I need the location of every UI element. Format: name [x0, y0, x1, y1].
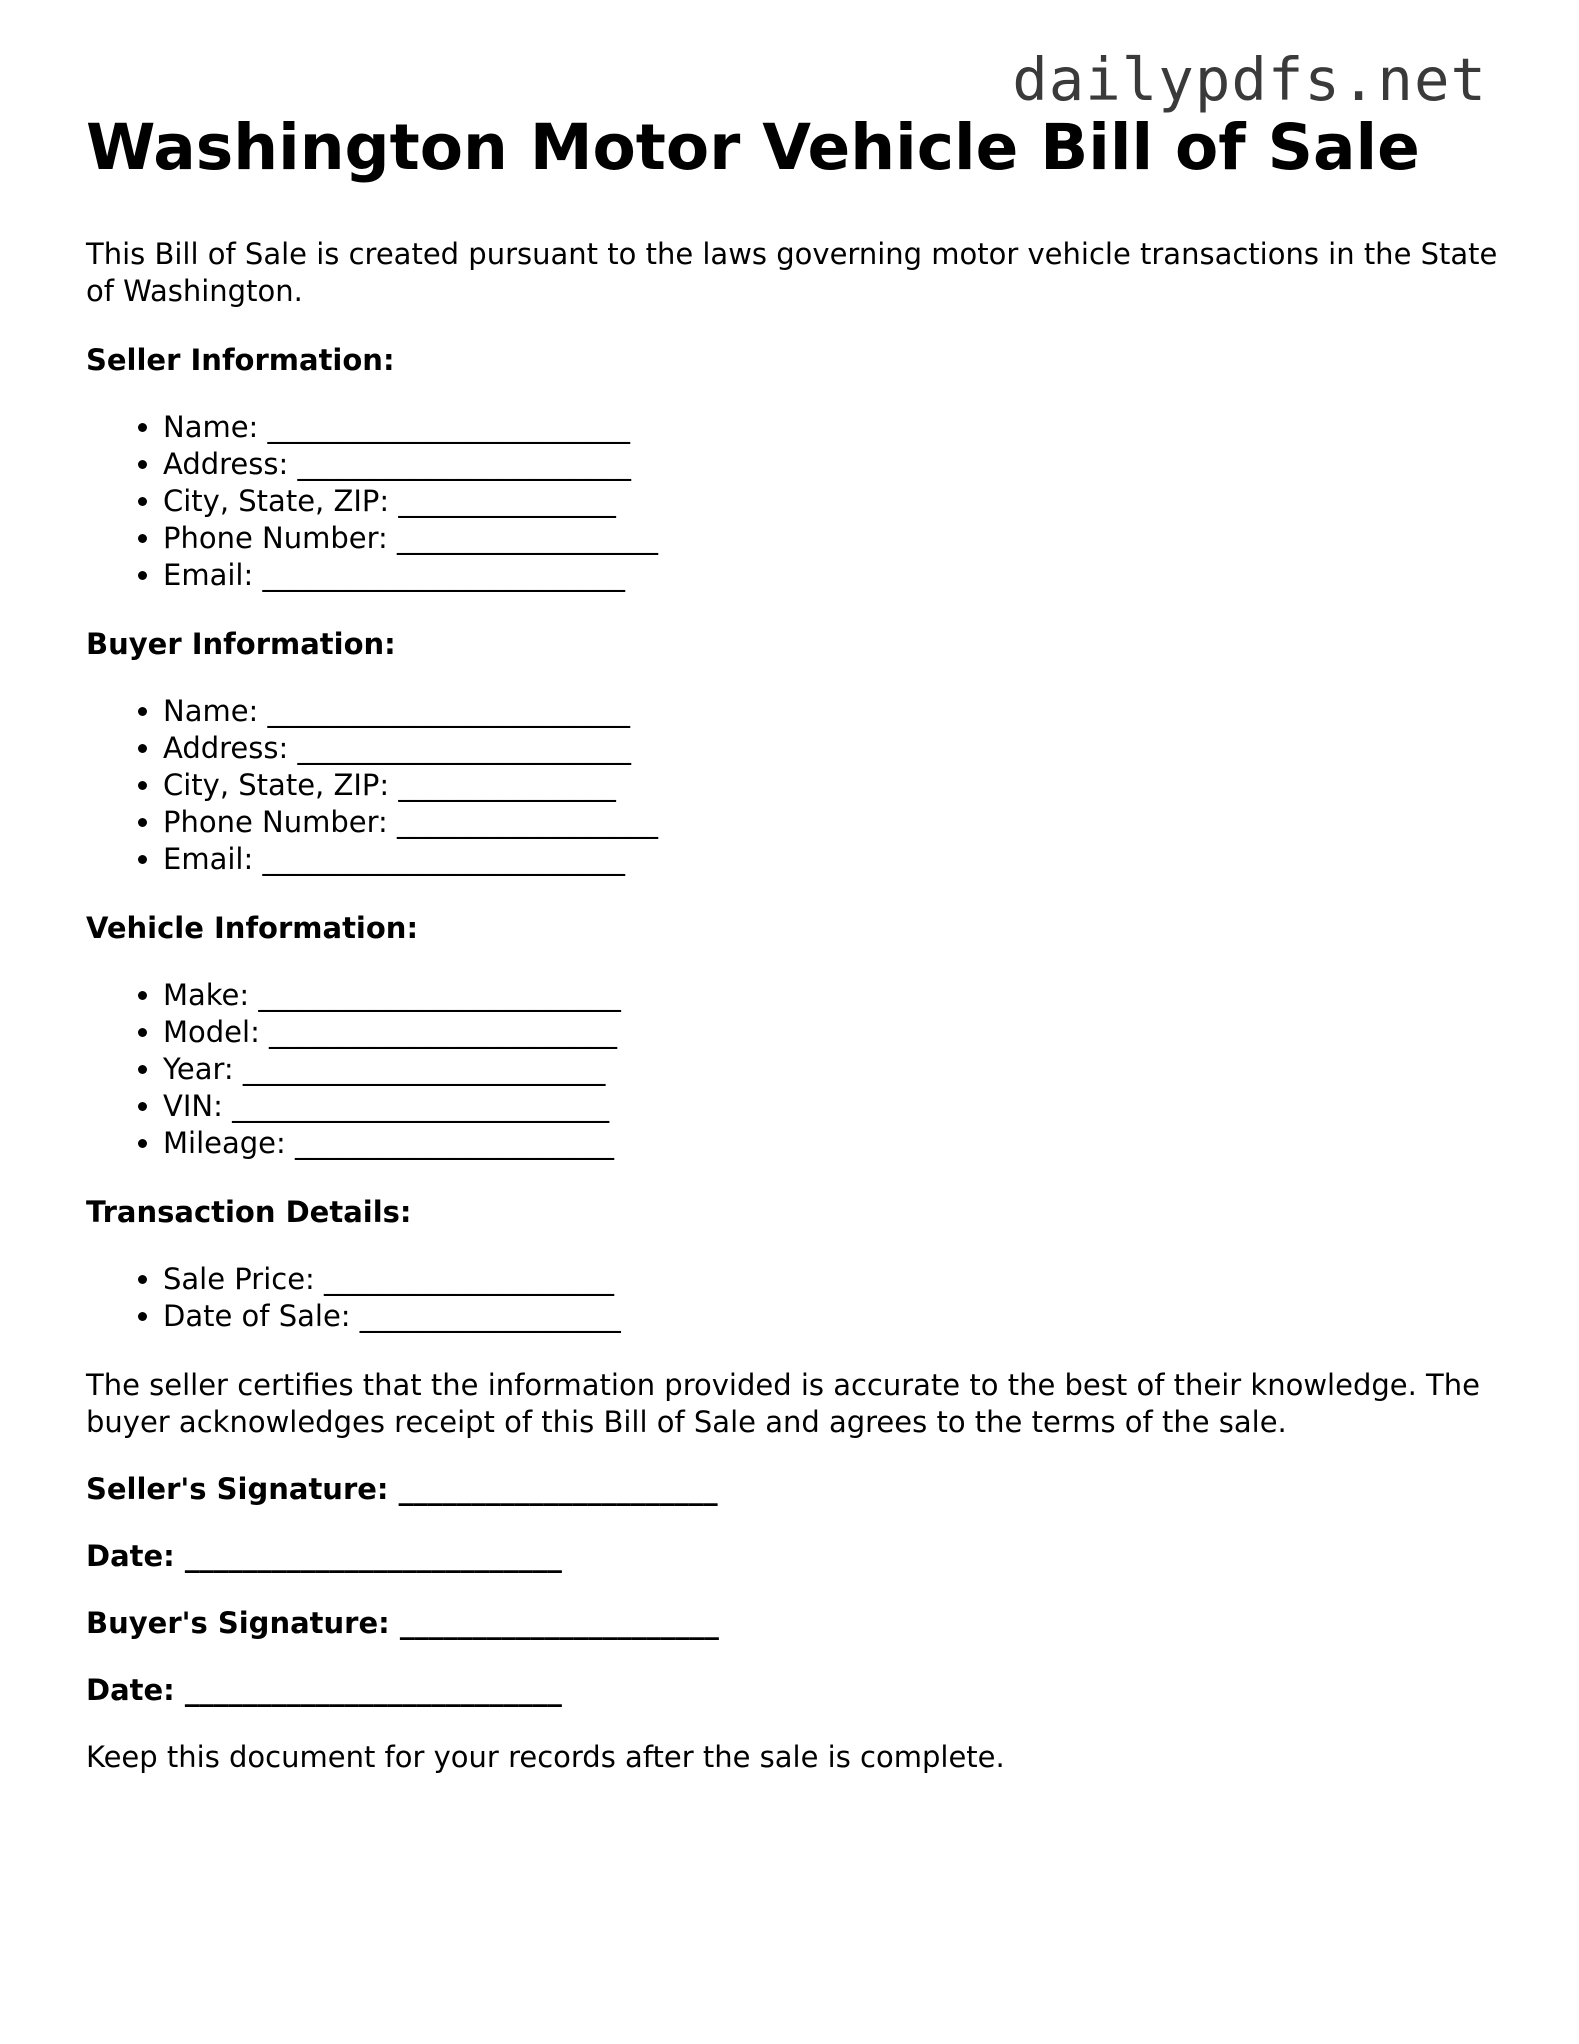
seller-city-state-zip-field[interactable]: • City, State, ZIP: _______________: [163, 483, 1506, 520]
document-page: [86, 110, 1506, 1776]
records-note: Keep this document for your records after the sale is complete.: [86, 1740, 1005, 1774]
buyer-email-field[interactable]: • Email: _________________________: [163, 841, 1506, 878]
vehicle-model-field[interactable]: • Model: ________________________: [163, 1014, 1506, 1051]
sale-price-field[interactable]: • Sale Price: ____________________: [163, 1261, 1506, 1298]
seller-address-field[interactable]: • Address: _______________________: [163, 446, 1506, 483]
document-title: Washington Motor Vehicle Bill of Sale: [86, 111, 1420, 184]
seller-email-field[interactable]: • Email: _________________________: [163, 557, 1506, 594]
seller-information-list: [86, 409, 1506, 594]
vehicle-vin-field[interactable]: • VIN: __________________________: [163, 1088, 1506, 1125]
seller-phone-field[interactable]: • Phone Number: __________________: [163, 520, 1506, 557]
buyer-address-field[interactable]: • Address: _______________________: [163, 730, 1506, 767]
vehicle-year-field[interactable]: • Year: _________________________: [163, 1051, 1506, 1088]
vehicle-information-heading: Vehicle Information:: [86, 911, 419, 945]
buyer-signature-field[interactable]: Buyer's Signature: ______________________: [86, 1606, 719, 1640]
seller-signature-field[interactable]: Seller's Signature: ______________________: [86, 1472, 718, 1506]
vehicle-make-field[interactable]: • Make: _________________________: [163, 977, 1506, 1014]
seller-information-heading: Seller Information:: [86, 343, 395, 377]
buyer-date-field[interactable]: Date: __________________________: [86, 1673, 562, 1707]
buyer-information-list: [86, 693, 1506, 878]
certification-paragraph: The seller certifies that the information provided is accurate to the best of their knowledge. The buyer acknowledges receipt of this Bill of Sale and agrees to the terms of the sale.: [86, 1368, 1480, 1439]
vehicle-information-list: [86, 977, 1506, 1162]
seller-name-field[interactable]: • Name: _________________________: [163, 409, 1506, 446]
date-of-sale-field[interactable]: • Date of Sale: __________________: [163, 1298, 1506, 1335]
transaction-details-heading: Transaction Details:: [86, 1195, 412, 1229]
intro-paragraph: This Bill of Sale is created pursuant to the laws governing motor vehicle transactions in the State of Washington.: [86, 237, 1498, 308]
watermark: dailypdfs.net: [1012, 45, 1487, 114]
buyer-phone-field[interactable]: • Phone Number: __________________: [163, 804, 1506, 841]
buyer-information-heading: Buyer Information:: [86, 627, 396, 661]
buyer-city-state-zip-field[interactable]: • City, State, ZIP: _______________: [163, 767, 1506, 804]
seller-date-field[interactable]: Date: __________________________: [86, 1539, 562, 1573]
buyer-name-field[interactable]: • Name: _________________________: [163, 693, 1506, 730]
transaction-details-list: [86, 1261, 1506, 1335]
vehicle-mileage-field[interactable]: • Mileage: ______________________: [163, 1125, 1506, 1162]
